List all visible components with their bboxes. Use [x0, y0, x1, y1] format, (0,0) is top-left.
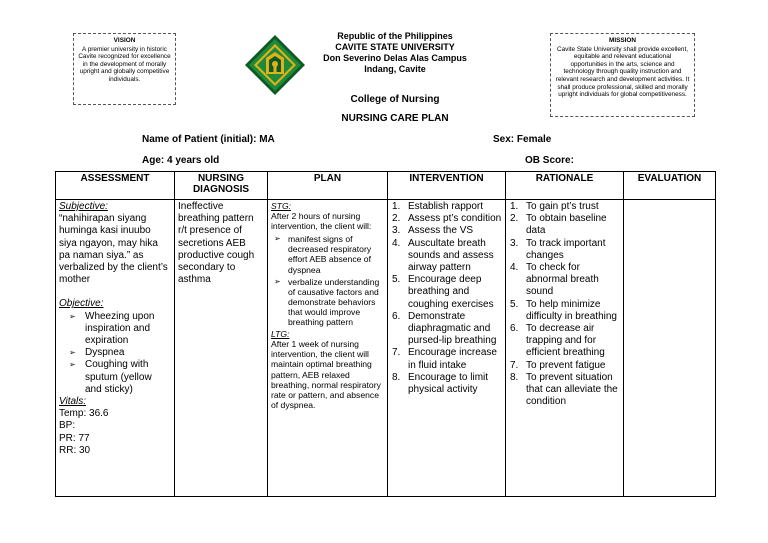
list-item: ➢ verbalize understanding of causative factors and demonstrate behaviors that would improve breathing pattern	[271, 277, 384, 327]
header-evaluation: EVALUATION	[624, 172, 716, 200]
patient-name: Name of Patient (initial): MA	[142, 134, 275, 145]
list-item: 6. Demonstrate diaphragmatic and pursed-lip breathing	[392, 310, 497, 347]
list-item: 8. Encourage to limit physical activity	[392, 371, 489, 396]
header-intervention: INTERVENTION	[388, 172, 506, 200]
vital-pr: PR: 77	[59, 432, 90, 444]
list-item: 7. Encourage increase in fluid intake	[392, 347, 497, 371]
document-title: NURSING CARE PLAN	[341, 113, 449, 124]
diagnosis-cell	[175, 200, 268, 497]
list-item: 3. To track important changes	[510, 237, 606, 261]
stg-text: After 2 hours of nursing intervention, the client will:	[271, 211, 372, 232]
nursing-care-plan-table	[55, 171, 716, 497]
intervention-cell	[388, 200, 506, 497]
plan-cell	[268, 200, 388, 497]
list-item: 5. To help minimize difficulty in breathing	[510, 298, 617, 322]
vital-temp: Temp: 36.6	[59, 408, 109, 420]
stg-label: STG:	[271, 201, 292, 211]
header-plan: PLAN	[268, 172, 388, 200]
table-header-row	[56, 172, 716, 200]
list-item: ➢ Wheezing upon inspiration and expiration	[59, 311, 171, 348]
subjective-text: “nahihirapan siyang huminga kasi inuubo siya ngayon, may hika pa naman siya.” as verbalized by the client’s mother	[59, 213, 168, 286]
mission-box	[550, 33, 695, 117]
republic-line: Republic of the Philippines	[337, 31, 453, 41]
list-item: ➢ manifest signs of decreased respiratory effort AEB absence of dyspnea	[271, 234, 384, 274]
objective-label: Objective:	[59, 298, 104, 310]
vital-rr: RR: 30	[59, 444, 91, 456]
stg-list	[271, 234, 384, 327]
list-item: 8. To prevent situation that can alleviate the condition	[510, 371, 618, 408]
rationale-cell	[506, 200, 624, 497]
spacer	[59, 286, 171, 298]
college-name: College of Nursing	[350, 94, 440, 105]
header-assessment: ASSESSMENT	[56, 172, 175, 200]
diagnosis-text: Ineffective breathing pattern r/t presence of secretions AEB productive cough secondary to asthma	[178, 201, 255, 286]
patient-sex: Sex: Female	[493, 134, 552, 145]
vital-bp: BP:	[59, 420, 76, 432]
objective-list	[59, 311, 171, 396]
mission-title: MISSION	[609, 37, 636, 44]
list-item: 2. Assess pt’s condition	[392, 213, 502, 225]
list-item: 1. To gain pt’s trust	[510, 201, 599, 212]
university-name: CAVITE STATE UNIVERSITY	[335, 42, 455, 52]
vision-text: A premier university in historic Cavite recognized for excellence in the development of morally upright and globally competitive individuals.	[78, 45, 171, 83]
ob-score: OB Score:	[525, 155, 574, 166]
list-item: 5. Encourage deep breathing and coughing exercises	[392, 274, 494, 310]
list-item: ➢ Dyspnea	[59, 347, 171, 359]
table-body-row	[56, 200, 716, 497]
list-item: 3. Assess the VS	[392, 225, 474, 237]
patient-age: Age: 4 years old	[142, 155, 220, 166]
campus-location: Indang, Cavite	[364, 64, 426, 74]
intervention-list	[391, 201, 502, 396]
vision-title: VISION	[113, 37, 136, 44]
campus-name: Don Severino Delas Alas Campus	[323, 53, 467, 63]
ltg-label: LTG:	[271, 329, 290, 340]
vision-box	[73, 33, 176, 105]
vitals-label: Vitals:	[59, 396, 87, 408]
list-item: 1. Establish rapport	[392, 201, 484, 212]
header-nursing-diagnosis: NURSING DIAGNOSIS	[175, 172, 268, 200]
list-item: 6. To decrease air trapping and for efficient breathing	[510, 323, 605, 359]
list-item: 7. To prevent fatigue	[510, 359, 606, 371]
header-rationale: RATIONALE	[506, 172, 624, 200]
ltg-text: After 1 week of nursing intervention, the client will maintain optimal breathing pattern, AEB relaxed breathing, normal respiratory rate or pattern, and absence of dyspnea.	[271, 339, 381, 410]
list-item: 4. To check for abnormal breath sound	[510, 262, 599, 298]
list-item: 2. To obtain baseline data	[510, 213, 607, 237]
subjective-label: Subjective:	[59, 201, 108, 212]
rationale-list	[509, 201, 620, 408]
list-item: 4. Auscultate breath sounds and assess airway pattern	[392, 237, 494, 274]
university-seal-logo	[244, 34, 306, 96]
assessment-cell	[56, 200, 175, 497]
evaluation-cell	[624, 200, 716, 497]
mission-text: Cavite State University shall provide excellent, equitable and relevant educational opportunities in the arts, science and technology through quality instruction and relevant research and development activities. It shall produce professional, skilled and morally upright individuals for global competitiveness.	[555, 45, 690, 99]
list-item: ➢ Coughing with sputum (yellow and sticky)	[59, 359, 171, 396]
